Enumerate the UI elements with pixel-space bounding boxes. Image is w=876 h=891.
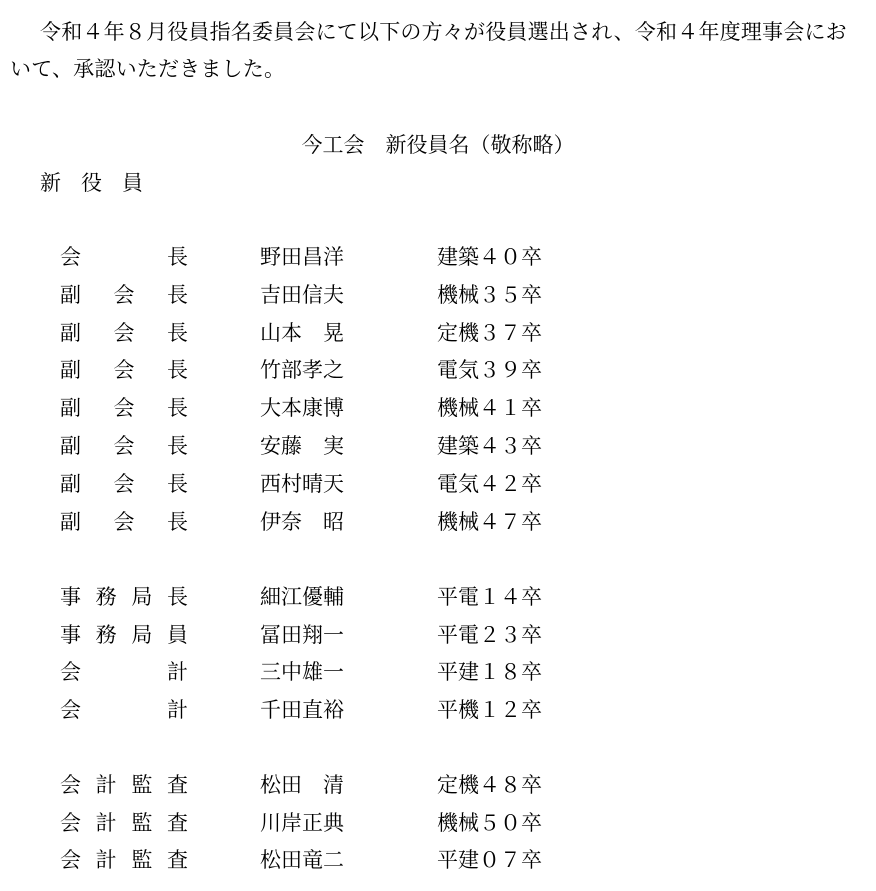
- officer-role-char: 会: [60, 773, 81, 797]
- officer-role-char: 員: [166, 623, 188, 647]
- officer-role-char: 副: [60, 396, 81, 420]
- officer-name: 松田竜二: [260, 848, 344, 872]
- officer-row: [0, 393, 876, 423]
- officer-role-char: 局: [131, 585, 153, 609]
- officer-role-char: 局: [131, 623, 153, 647]
- officer-role-char: 会: [113, 396, 135, 420]
- officer-role-char: 務: [95, 585, 117, 609]
- officer-role-char: 監: [131, 811, 153, 835]
- officer-role-char: 監: [131, 773, 153, 797]
- officer-name: 安藤 実: [260, 434, 344, 458]
- officer-role: [60, 808, 188, 838]
- officer-role-char: 監: [131, 848, 153, 872]
- officer-role-char: 事: [60, 623, 81, 647]
- officer-row: [0, 242, 876, 272]
- officer-role-char: 長: [167, 321, 188, 345]
- officer-role-char: 計: [95, 811, 117, 835]
- officer-role-char: 計: [167, 698, 188, 722]
- officer-name: 川岸正典: [260, 811, 344, 835]
- officer-role-char: 計: [95, 773, 117, 797]
- officer-role: [60, 620, 188, 650]
- section-label: 新役員: [40, 171, 163, 195]
- officer-graduation: 電気３９卒: [437, 358, 542, 382]
- officer-name: 細江優輔: [260, 585, 344, 609]
- officer-role-char: 副: [60, 358, 81, 382]
- officer-role: [60, 770, 188, 800]
- officer-role-char: 会: [113, 321, 135, 345]
- officer-name: 山本 晃: [260, 321, 344, 345]
- officer-role: [60, 657, 188, 687]
- officer-role: [60, 242, 188, 272]
- officer-role-char: 会: [113, 434, 135, 458]
- officer-role-char: 長: [167, 434, 188, 458]
- officer-graduation: 電気４２卒: [437, 472, 542, 496]
- officer-name: 野田昌洋: [260, 245, 344, 269]
- officer-row: [0, 808, 876, 838]
- officer-role-char: 会: [113, 510, 135, 534]
- officer-role-char: 計: [95, 848, 117, 872]
- officer-role-char: 会: [60, 660, 81, 684]
- officer-graduation: 機械５０卒: [437, 811, 542, 835]
- officer-name: 冨田翔一: [260, 623, 344, 647]
- officer-role-char: 査: [166, 848, 188, 872]
- officer-role-char: 長: [167, 245, 188, 269]
- officer-row: [0, 469, 876, 499]
- officer-name: 松田 清: [260, 773, 344, 797]
- officer-role: [60, 431, 188, 461]
- officer-name: 千田直裕: [260, 698, 344, 722]
- officer-role-char: 長: [167, 283, 188, 307]
- officer-role-char: 長: [167, 358, 188, 382]
- officer-name: 吉田信夫: [260, 283, 344, 307]
- officer-name: 伊奈 昭: [260, 510, 344, 534]
- officer-role-char: 会: [113, 472, 135, 496]
- officer-role-char: 会: [113, 283, 135, 307]
- officer-row: [0, 770, 876, 800]
- officer-graduation: 建築４３卒: [437, 434, 542, 458]
- officer-row: [0, 280, 876, 310]
- officer-row: [0, 695, 876, 725]
- officer-role-char: 会: [60, 848, 81, 872]
- officer-role-char: 務: [95, 623, 117, 647]
- officer-name: 竹部孝之: [260, 358, 344, 382]
- officer-role-char: 会: [60, 245, 81, 269]
- officer-row: [0, 318, 876, 348]
- officer-role: [60, 469, 188, 499]
- officer-role: [60, 355, 188, 385]
- officer-graduation: 建築４０卒: [437, 245, 542, 269]
- officer-row: [0, 657, 876, 687]
- officer-row: [0, 845, 876, 875]
- officer-name: 三中雄一: [260, 660, 344, 684]
- officer-name: 大本康博: [260, 396, 344, 420]
- officer-role-char: 長: [167, 396, 188, 420]
- officer-role-char: 長: [167, 472, 188, 496]
- officer-role-char: 事: [60, 585, 81, 609]
- officer-name: 西村晴天: [260, 472, 344, 496]
- officer-graduation: 定機４８卒: [437, 773, 542, 797]
- officer-row: [0, 431, 876, 461]
- officer-row: [0, 620, 876, 650]
- officer-row: [0, 582, 876, 612]
- officer-graduation: 定機３７卒: [437, 321, 542, 345]
- document-title: 今工会 新役員名（敬称略）: [301, 133, 575, 157]
- officer-role-char: 会: [60, 698, 81, 722]
- officer-graduation: 機械３５卒: [437, 283, 542, 307]
- officer-graduation: 平機１２卒: [437, 698, 542, 722]
- officer-role: [60, 695, 188, 725]
- officer-graduation: 機械４１卒: [437, 396, 542, 420]
- officer-graduation: 平電２３卒: [437, 623, 542, 647]
- officer-role-char: 副: [60, 321, 81, 345]
- officer-role: [60, 507, 188, 537]
- officer-role-char: 長: [166, 585, 188, 609]
- officer-role: [60, 845, 188, 875]
- officer-row: [0, 507, 876, 537]
- officer-role: [60, 393, 188, 423]
- officer-role-char: 査: [166, 811, 188, 835]
- officer-role-char: 計: [167, 660, 188, 684]
- officer-graduation: 平建１８卒: [437, 660, 542, 684]
- officer-row: [0, 355, 876, 385]
- officer-role-char: 会: [113, 358, 135, 382]
- officer-graduation: 平建０７卒: [437, 848, 542, 872]
- officer-role: [60, 318, 188, 348]
- officer-role: [60, 582, 188, 612]
- officer-role: [60, 280, 188, 310]
- officer-graduation: 機械４７卒: [437, 510, 542, 534]
- officer-role-char: 長: [167, 510, 188, 534]
- intro-paragraph: 令和４年８月役員指名委員会にて以下の方々が役員選出され、令和４年度理事会において、承認いただきました。: [10, 20, 847, 81]
- officer-role-char: 副: [60, 283, 81, 307]
- officer-graduation: 平電１４卒: [437, 585, 542, 609]
- officer-role-char: 会: [60, 811, 81, 835]
- officer-role-char: 副: [60, 434, 81, 458]
- officer-role-char: 査: [166, 773, 188, 797]
- officer-role-char: 副: [60, 472, 81, 496]
- officer-role-char: 副: [60, 510, 81, 534]
